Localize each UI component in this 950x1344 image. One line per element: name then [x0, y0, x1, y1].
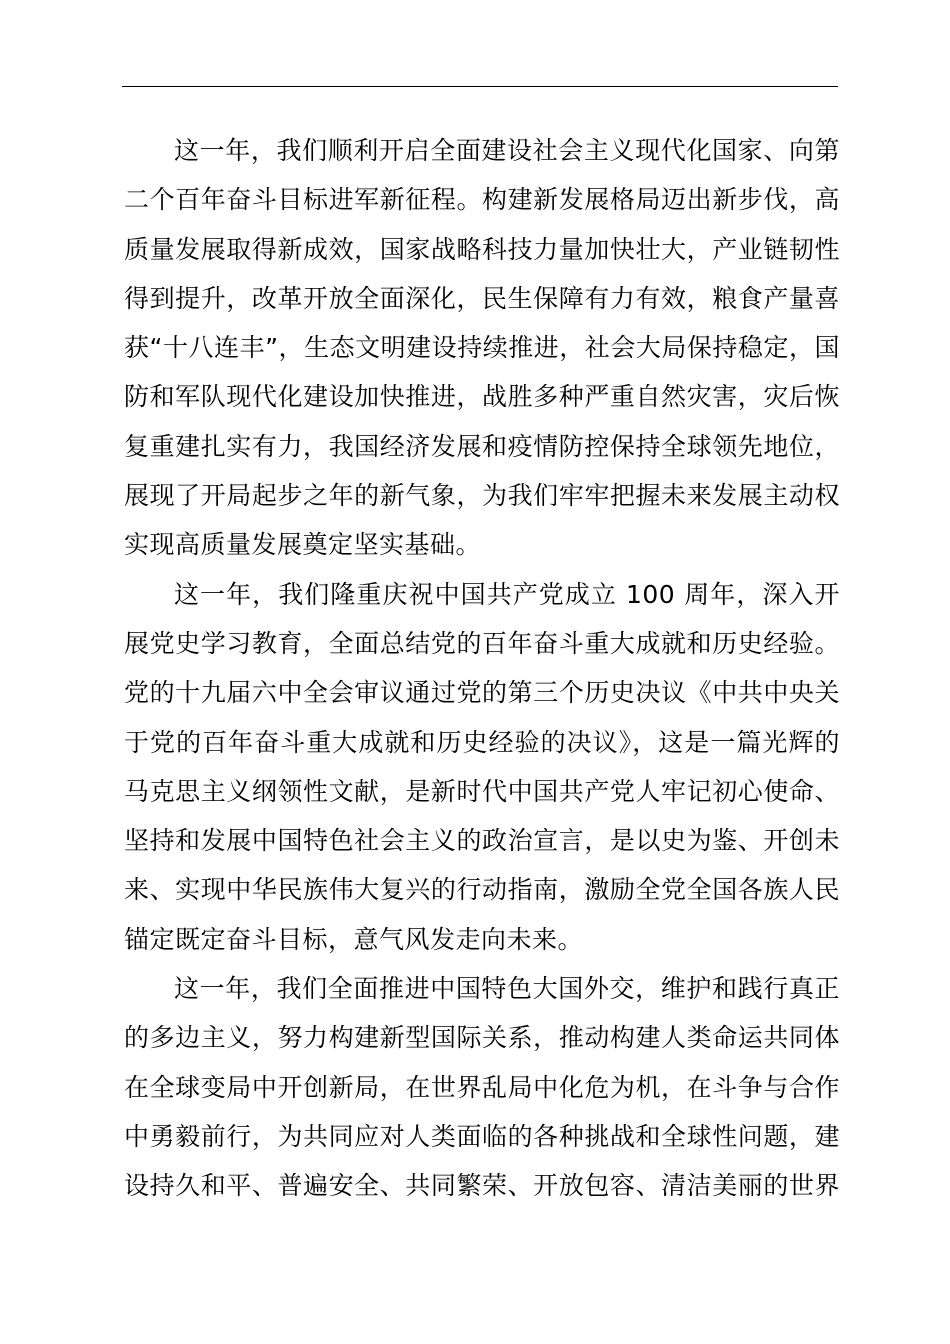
paragraph-2-line-4: 于党的百年奋斗重大成就和历史经验的决议》，这是一篇光辉的 [124, 727, 840, 757]
paragraph-2-line-7: 来、实现中华民族伟大复兴的行动指南，激励全党全国各族人民 [124, 875, 840, 905]
paragraph-3-line-4: 中勇毅前行，为共同应对人类面临的各种挑战和全球性问题，建 [124, 1121, 840, 1151]
paragraph-1-line-1: 这一年，我们顺利开启全面建设社会主义现代化国家、向第 [174, 136, 840, 165]
paragraph-1-line-8: 展现了开局起步之年的新气象，为我们牢牢把握未来发展主动权 [124, 481, 840, 511]
paragraph-2-line-3: 党的十九届六中全会审议通过党的第三个历史决议《中共中央关 [124, 678, 840, 708]
paragraph-3-line-2: 的多边主义，努力构建新型国际关系，推动构建人类命运共同体 [124, 1023, 840, 1053]
paragraph-2-line-1: 这一年，我们隆重庆祝中国共产党成立 100 周年，深入开 [174, 579, 840, 609]
header-rule [122, 86, 838, 87]
paragraph-2-line-8: 锚定既定奋斗目标，意气风发走向未来。 [124, 924, 584, 954]
body-text [124, 126, 840, 1211]
paragraph-2-line-2: 展党史学习教育，全面总结党的百年奋斗重大成就和历史经验。 [124, 628, 840, 658]
paragraph-1-line-2: 二个百年奋斗目标进军新征程。构建新发展格局迈出新步伐，高 [124, 185, 840, 215]
paragraph-1-line-6: 防和军队现代化建设加快推进，战胜多种严重自然灾害，灾后恢 [124, 382, 840, 412]
paragraph-2-line-5: 马克思主义纲领性文献，是新时代中国共产党人牢记初心使命、 [124, 776, 840, 806]
paragraph-1-line-7: 复重建扎实有力，我国经济发展和疫情防控保持全球领先地位， [124, 431, 840, 461]
paragraph-1-line-9: 实现高质量发展奠定坚实基础。 [124, 530, 482, 560]
paragraph-3-line-3: 在全球变局中开创新局，在世界乱局中化危为机，在斗争与合作 [124, 1072, 840, 1102]
paragraph-1-line-4: 得到提升，改革开放全面深化，民生保障有力有效，粮食产量喜 [124, 283, 840, 313]
paragraph-1-line-5: 获“十八连丰”，生态文明建设持续推进，社会大局保持稳定，国 [124, 333, 840, 363]
paragraph-3-line-5: 设持久和平、普遍安全、共同繁荣、开放包容、清洁美丽的世界 [124, 1171, 840, 1201]
paragraph-1-line-3: 质量发展取得新成效，国家战略科技力量加快壮大，产业链韧性 [124, 234, 840, 264]
paragraph-3-line-1: 这一年，我们全面推进中国特色大国外交，维护和践行真正 [174, 974, 840, 1004]
paragraph-2-line-6: 坚持和发展中国特色社会主义的政治宣言，是以史为鉴、开创未 [124, 826, 840, 856]
